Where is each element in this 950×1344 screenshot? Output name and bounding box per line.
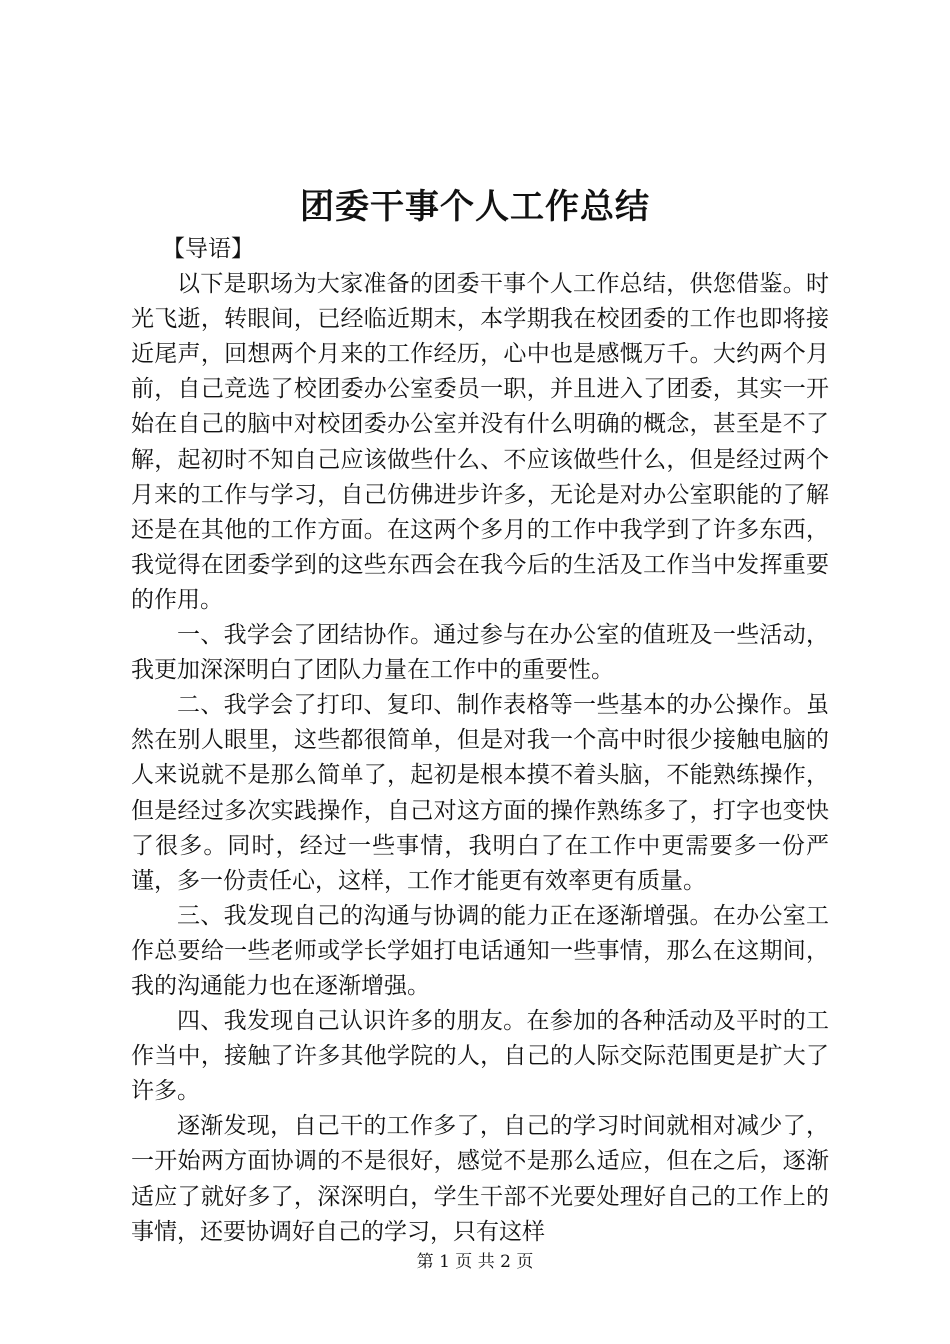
paragraph-intro: 以下是职场为大家准备的团委干事个人工作总结，供您借鉴。时光飞逝，转眼间，已经临近期末，本学期我在校团委的工作也即将接近尾声，回想两个月来的工作经历，心中也是感慨万千。大约两个月前，自己竞选了校团委办公室委员一职，并且进入了团委，其实一开始在自己的脑中对校团委办公室并没有什么明确的概念，甚至是不了解，起初时不知自己应该做些什么、不应该做些什么，但是经过两个月来的工作与学习，自己仿佛进步许多，无论是对办公室职能的了解还是在其他的工作方面。在这两个多月的工作中我学到了许多东西，我觉得在团委学到的这些东西会在我今后的生活及工作当中发挥重要的作用。 (131, 271, 829, 613)
paragraph-point-3: 三、我发现自己的沟通与协调的能力正在逐渐增强。在办公室工作总要给一些老师或学长学姐打电话通知一些事情，那么在这期间，我的沟通能力也在逐渐增强。 (131, 902, 829, 999)
paragraph-point-4: 四、我发现自己认识许多的朋友。在参加的各种活动及平时的工作当中，接触了许多其他学院的人，自己的人际交际范围更是扩大了许多。 (131, 1008, 829, 1105)
paragraph-point-2: 二、我学会了打印、复印、制作表格等一些基本的办公操作。虽然在别人眼里，这些都很简单，但是对我一个高中时很少接触电脑的人来说就不是那么简单了，起初是根本摸不着头脑，不能熟练操作，但是经过多次实践操作，自己对这方面的操作熟练多了，打字也变快了很多。同时，经过一些事情，我明白了在工作中更需要多一份严谨，多一份责任心，这样，工作才能更有效率更有质量。 (131, 692, 829, 894)
document-title: 团委干事个人工作总结 (300, 187, 650, 227)
page-footer: 第 1 页 共 2 页 (416, 1252, 534, 1272)
paragraph-closing: 逐渐发现，自己干的工作多了，自己的学习时间就相对减少了，一开始两方面协调的不是很好，感觉不是那么适应，但在之后，逐渐适应了就好多了，深深明白，学生干部不光要处理好自己的工作上的事情，还要协调好自己的学习，只有这样 (131, 1113, 829, 1245)
document-body (131, 232, 829, 1250)
lead-label: 【导语】 (162, 236, 254, 262)
paragraph-point-1: 一、我学会了团结协作。通过参与在办公室的值班及一些活动，我更加深深明白了团队力量在工作中的重要性。 (131, 622, 829, 684)
